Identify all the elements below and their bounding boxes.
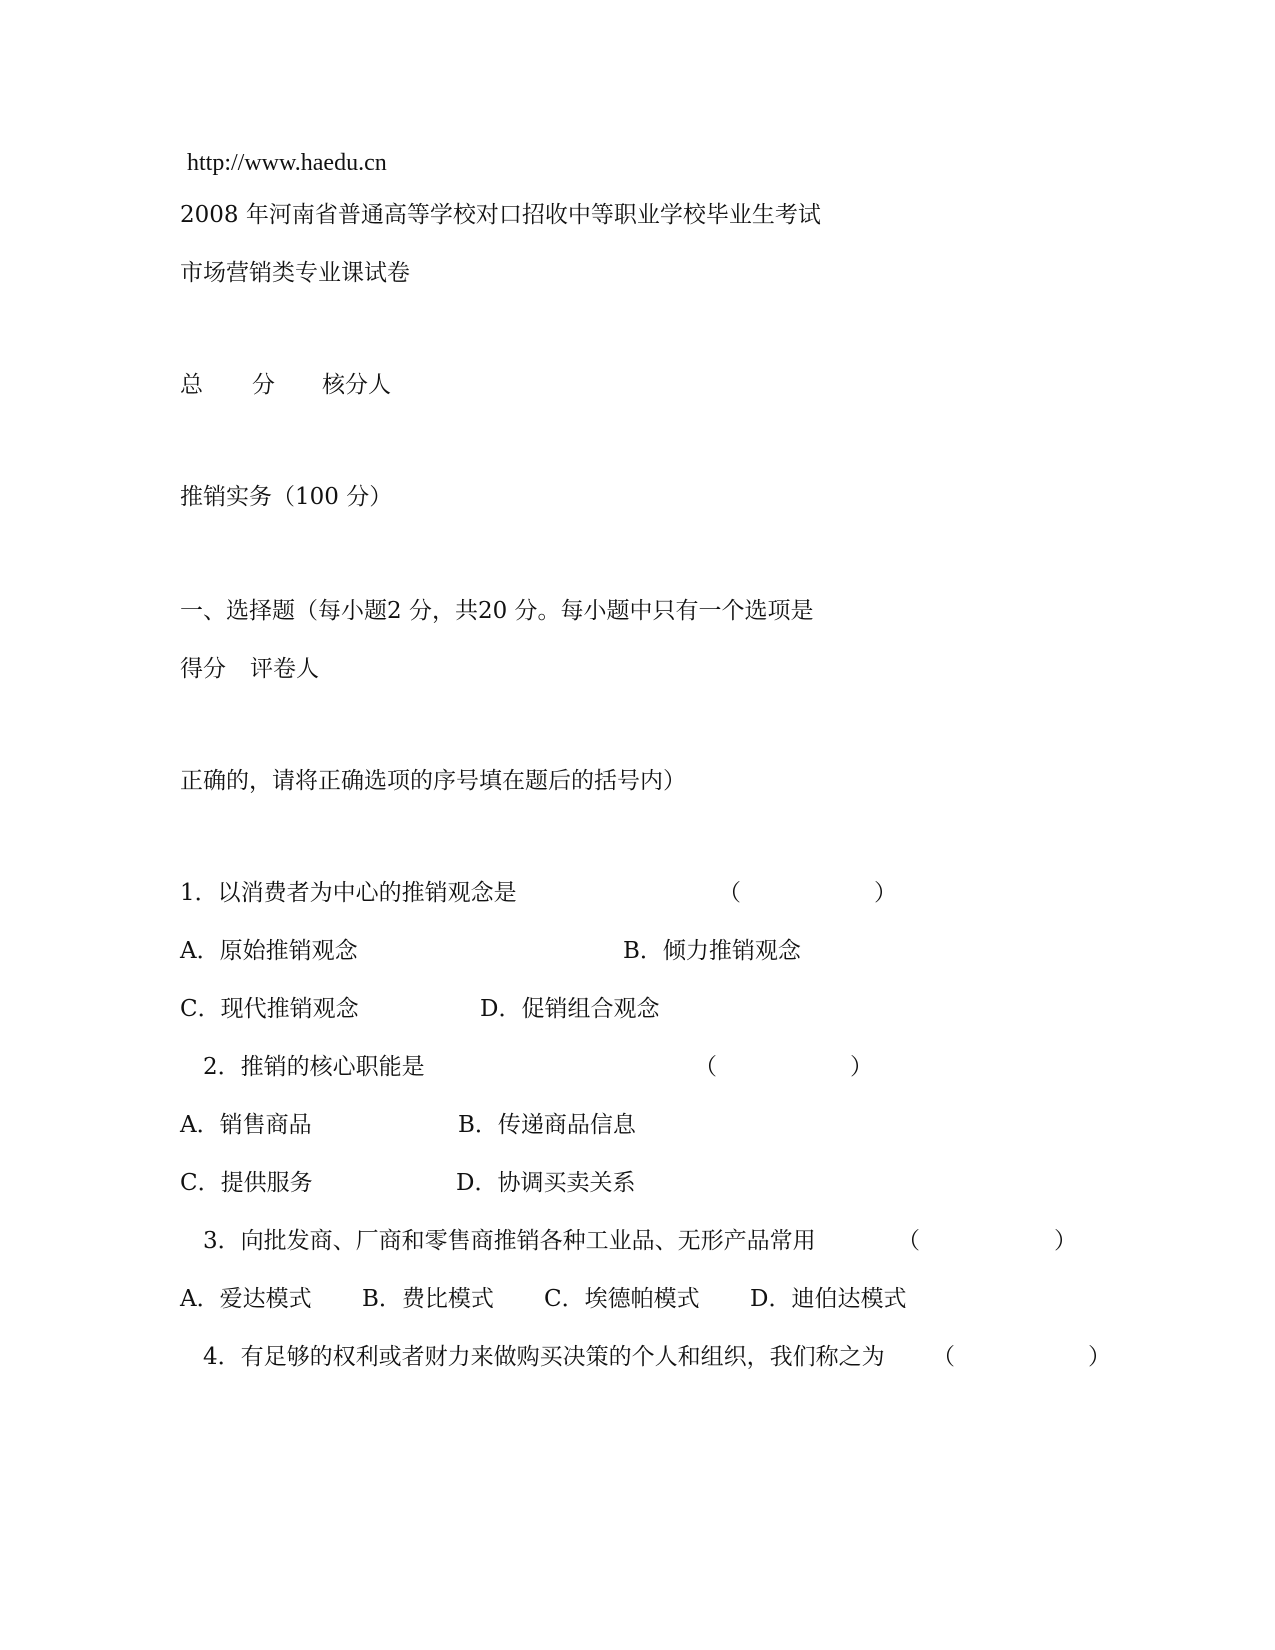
option-b: B．倾力推销观念 [623, 938, 801, 964]
answer-blank-close: ） [1088, 1344, 1111, 1370]
option-b: B．费比模式 [362, 1286, 494, 1312]
section-title: 推销实务（100 分） [180, 484, 393, 510]
question-stem: 4．有足够的权利或者财力来做购买决策的个人和组织，我们称之为 [203, 1344, 885, 1370]
answer-blank-close: ） [850, 1054, 873, 1080]
exam-subtitle: 市场营销类专业课试卷 [180, 260, 410, 286]
answer-blank-close: ） [874, 880, 897, 906]
score-score-label: 分 [252, 372, 275, 398]
option-d: D．协调买卖关系 [456, 1170, 636, 1196]
option-c: C．埃德帕模式 [544, 1286, 700, 1312]
section-instruction-part2: 正确的，请将正确选项的序号填在题后的括号内） [180, 768, 686, 794]
option-d: D．迪伯达模式 [750, 1286, 907, 1312]
source-url: http://www.haedu.cn [187, 150, 387, 176]
answer-blank-open: （ [932, 1344, 955, 1370]
exam-title: 2008 年河南省普通高等学校对口招收中等职业学校毕业生考试 [180, 202, 821, 228]
option-b: B．传递商品信息 [458, 1112, 636, 1138]
question-stem: 2．推销的核心职能是 [203, 1054, 425, 1080]
grading-score-label: 得分 [180, 656, 226, 682]
answer-blank-open: （ [718, 880, 741, 906]
question-stem: 1．以消费者为中心的推销观念是 [180, 880, 517, 906]
answer-blank-open: （ [694, 1054, 717, 1080]
score-checker-label: 核分人 [322, 372, 391, 398]
answer-blank-open: （ [897, 1228, 920, 1254]
option-d: D．促销组合观念 [480, 996, 660, 1022]
answer-blank-close: ） [1054, 1228, 1077, 1254]
option-a: A．销售商品 [180, 1112, 312, 1138]
option-c: C．现代推销观念 [180, 996, 359, 1022]
option-c: C．提供服务 [180, 1170, 313, 1196]
grading-reviewer-label: 评卷人 [250, 656, 319, 682]
score-total-label: 总 [180, 372, 203, 398]
option-a: A．爱达模式 [180, 1286, 312, 1312]
question-stem: 3．向批发商、厂商和零售商推销各种工业品、无形产品常用 [203, 1228, 816, 1254]
section-instruction-part1: 一、选择题（每小题2 分，共20 分。每小题中只有一个选项是 [180, 598, 814, 624]
option-a: A．原始推销观念 [180, 938, 358, 964]
